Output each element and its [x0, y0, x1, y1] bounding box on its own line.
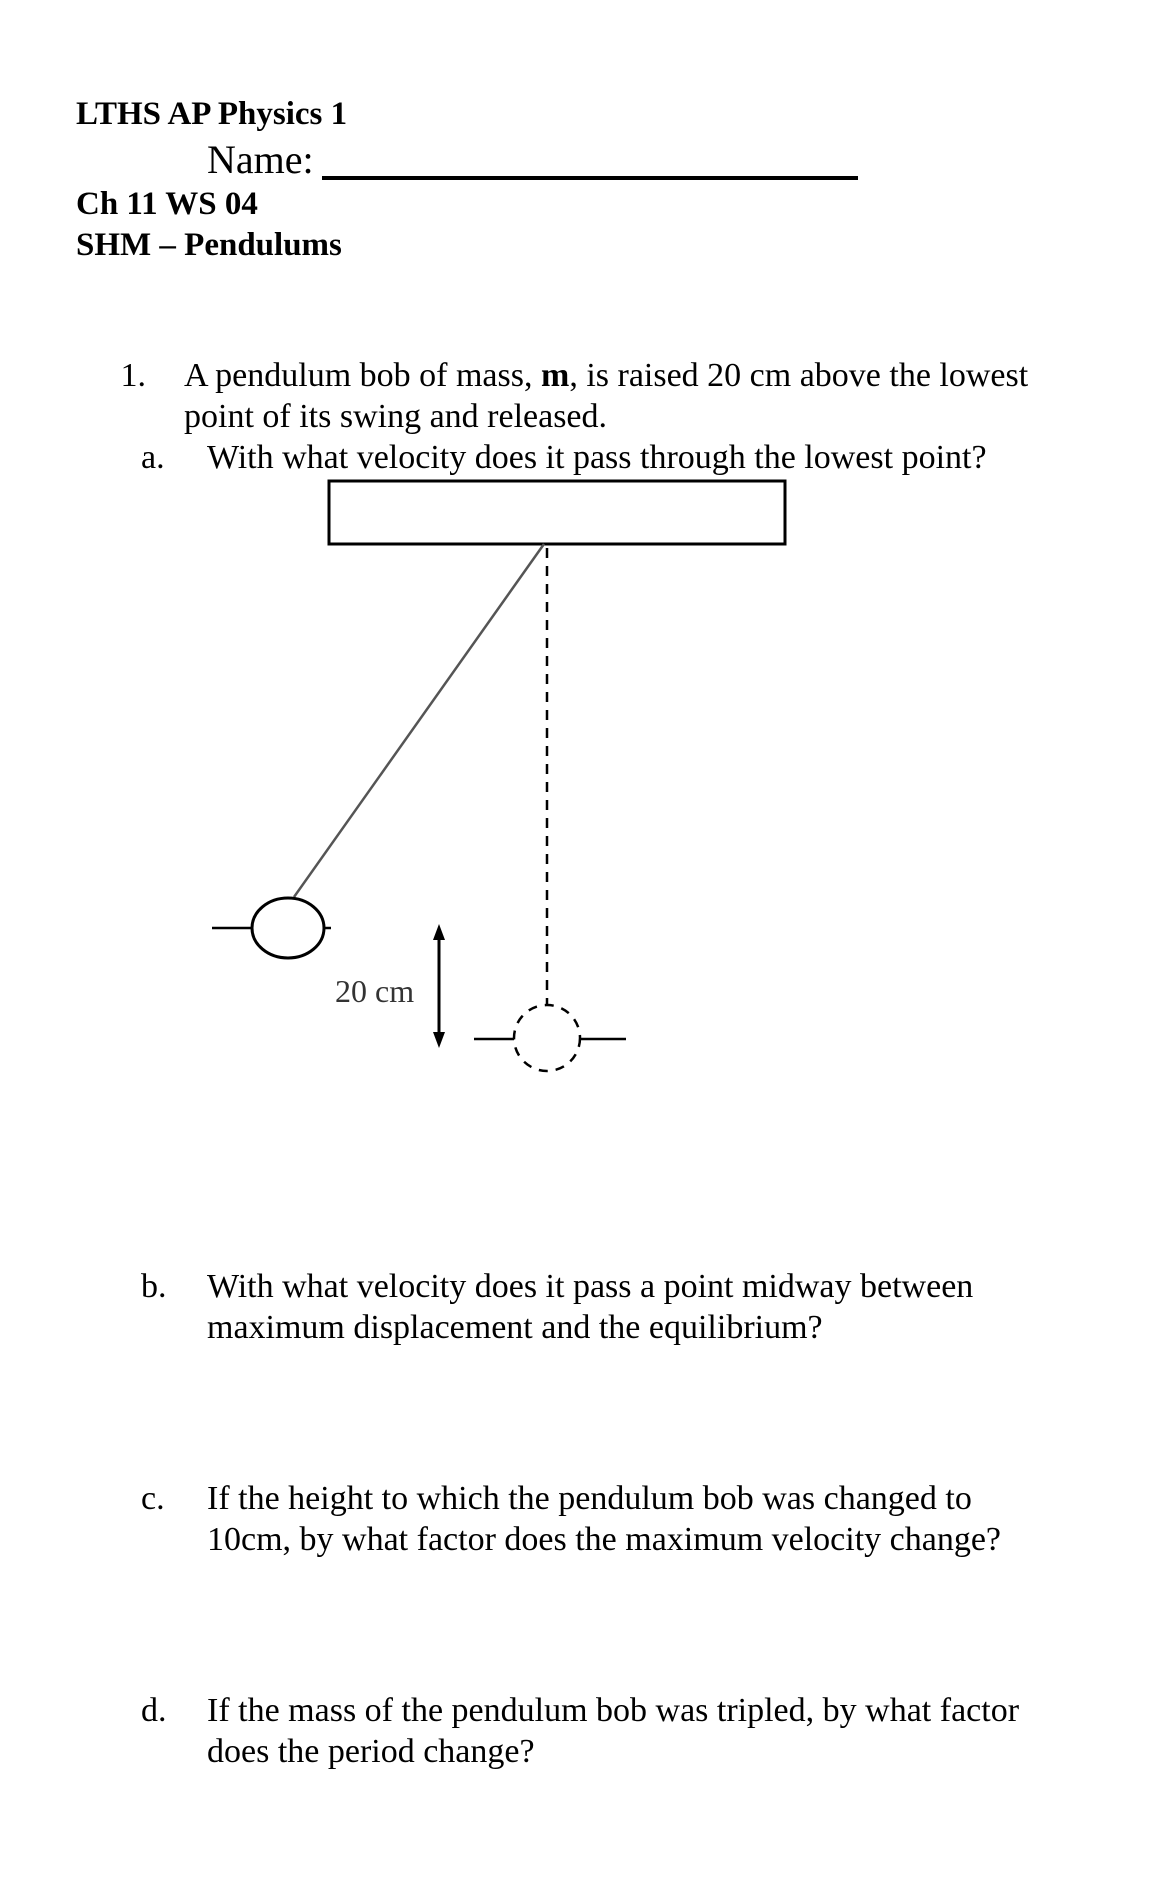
part-b-text-line1: With what velocity does it pass a point midway between	[207, 1268, 974, 1305]
question-number: 1.	[120, 357, 146, 394]
part-d-letter: d.	[141, 1692, 167, 1729]
course-title: LTHS AP Physics 1	[76, 96, 348, 132]
worksheet-topic: SHM – Pendulums	[76, 227, 342, 263]
part-b-text-line2: maximum displacement and the equilibrium?	[207, 1309, 823, 1346]
mass-symbol: m	[540, 357, 570, 394]
part-c-text-line2: 10cm, by what factor does the maximum velocity change?	[207, 1521, 1002, 1558]
question-stem-line1: A pendulum bob of mass, m, is raised 20 cm above the lowest	[184, 357, 1029, 394]
part-b-letter: b.	[141, 1268, 167, 1305]
name-label: Name:	[207, 137, 314, 182]
pendulum-string	[294, 544, 544, 897]
part-c-text-line1: If the height to which the pendulum bob was changed to	[207, 1480, 972, 1517]
part-a-text: With what velocity does it pass through the lowest point?	[207, 439, 987, 476]
equilibrium-bob	[514, 1005, 580, 1071]
part-c-letter: c.	[141, 1480, 165, 1517]
pendulum-support	[329, 481, 785, 544]
part-a-letter: a.	[141, 439, 165, 476]
part-d-text-line1: If the mass of the pendulum bob was tripled, by what factor	[207, 1692, 1020, 1729]
part-d-text-line2: does the period change?	[207, 1733, 535, 1770]
question-stem-line2: point of its swing and released.	[184, 398, 608, 435]
pendulum-bob	[252, 898, 324, 958]
height-arrow-head-up	[433, 924, 445, 940]
height-label: 20 cm	[335, 973, 415, 1009]
worksheet-id: Ch 11 WS 04	[76, 186, 258, 222]
height-arrow-head-down	[433, 1032, 445, 1048]
